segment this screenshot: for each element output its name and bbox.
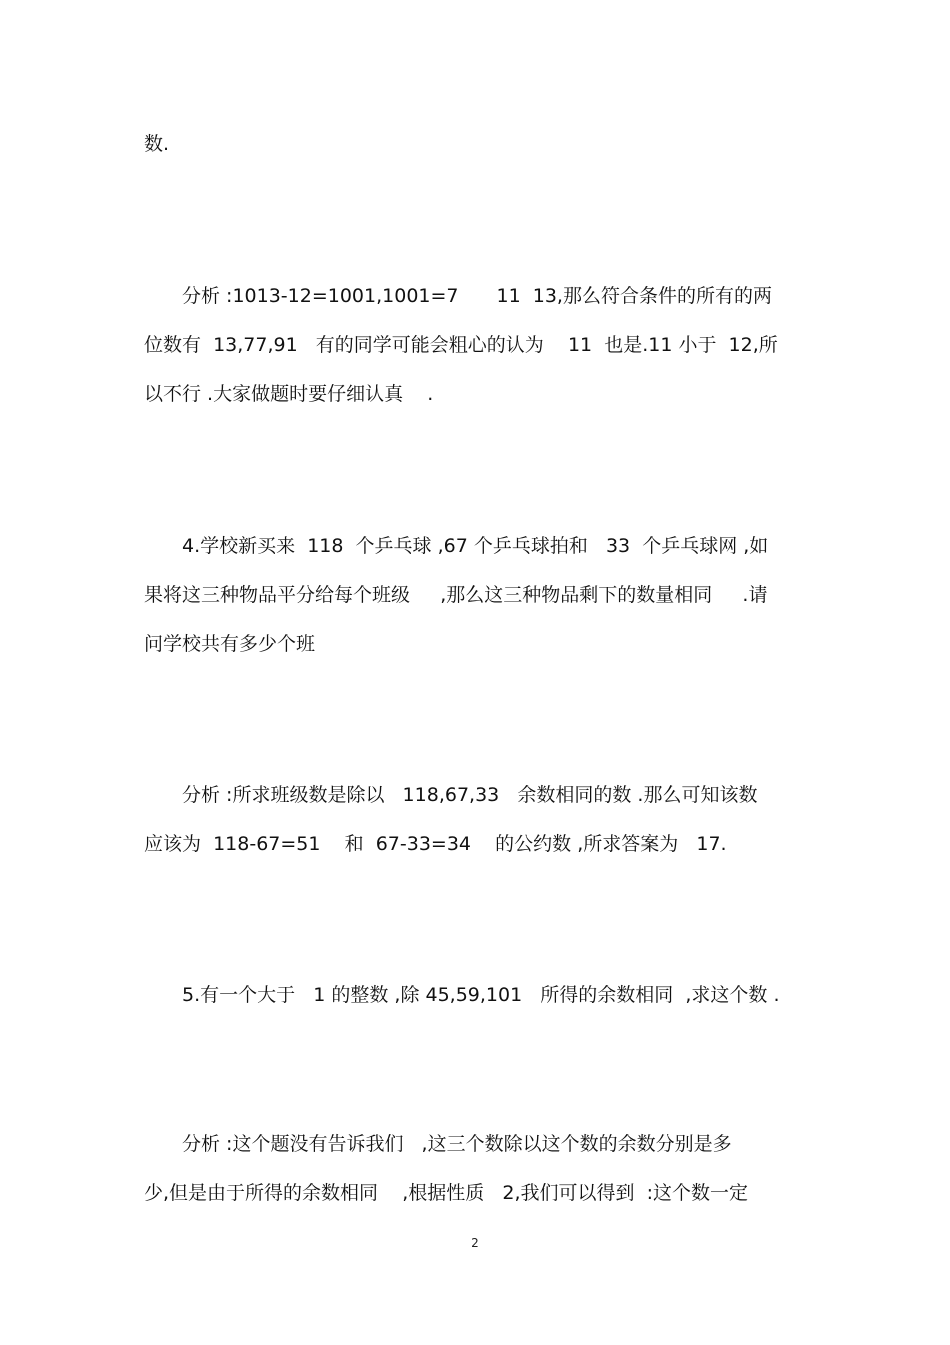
text-line-7: 问学校共有多少个班 <box>144 633 316 655</box>
text-line-9: 应该为 118-67=51 和 67-33=34 的公约数 ,所求答案为 17. <box>144 833 727 855</box>
text-line-12: 少,但是由于所得的余数相同 ,根据性质 2,我们可以得到 :这个数一定 <box>144 1182 748 1204</box>
text-line-8: 分析 :所求班级数是除以 118,67,33 余数相同的数 .那么可知该数 <box>144 784 758 806</box>
text-line-1: 数. <box>144 133 170 155</box>
text-line-4: 以不行 .大家做题时要仔细认真 . <box>144 383 434 405</box>
text-line-10: 5.有一个大于 1 的整数 ,除 45,59,101 所得的余数相同 ,求这个数 . <box>144 984 780 1006</box>
text-line-5: 4.学校新买来 118 个乒乓球 ,67 个乒乓球拍和 33 个乒乓球网 ,如 <box>144 535 769 557</box>
text-line-3: 位数有 13,77,91 有的同学可能会粗心的认为 11 也是.11 小于 12,所 <box>144 334 778 356</box>
text-line-11: 分析 :这个题没有告诉我们 ,这三个数除以这个数的余数分别是多 <box>144 1133 732 1155</box>
text-line-6: 果将这三种物品平分给每个班级 ,那么这三种物品剩下的数量相同 .请 <box>144 584 768 606</box>
text-line-2: 分析 :1013-12=1001,1001=7 11 13,那么符合条件的所有的两 <box>144 285 772 307</box>
page-number: 2 <box>471 1236 479 1250</box>
